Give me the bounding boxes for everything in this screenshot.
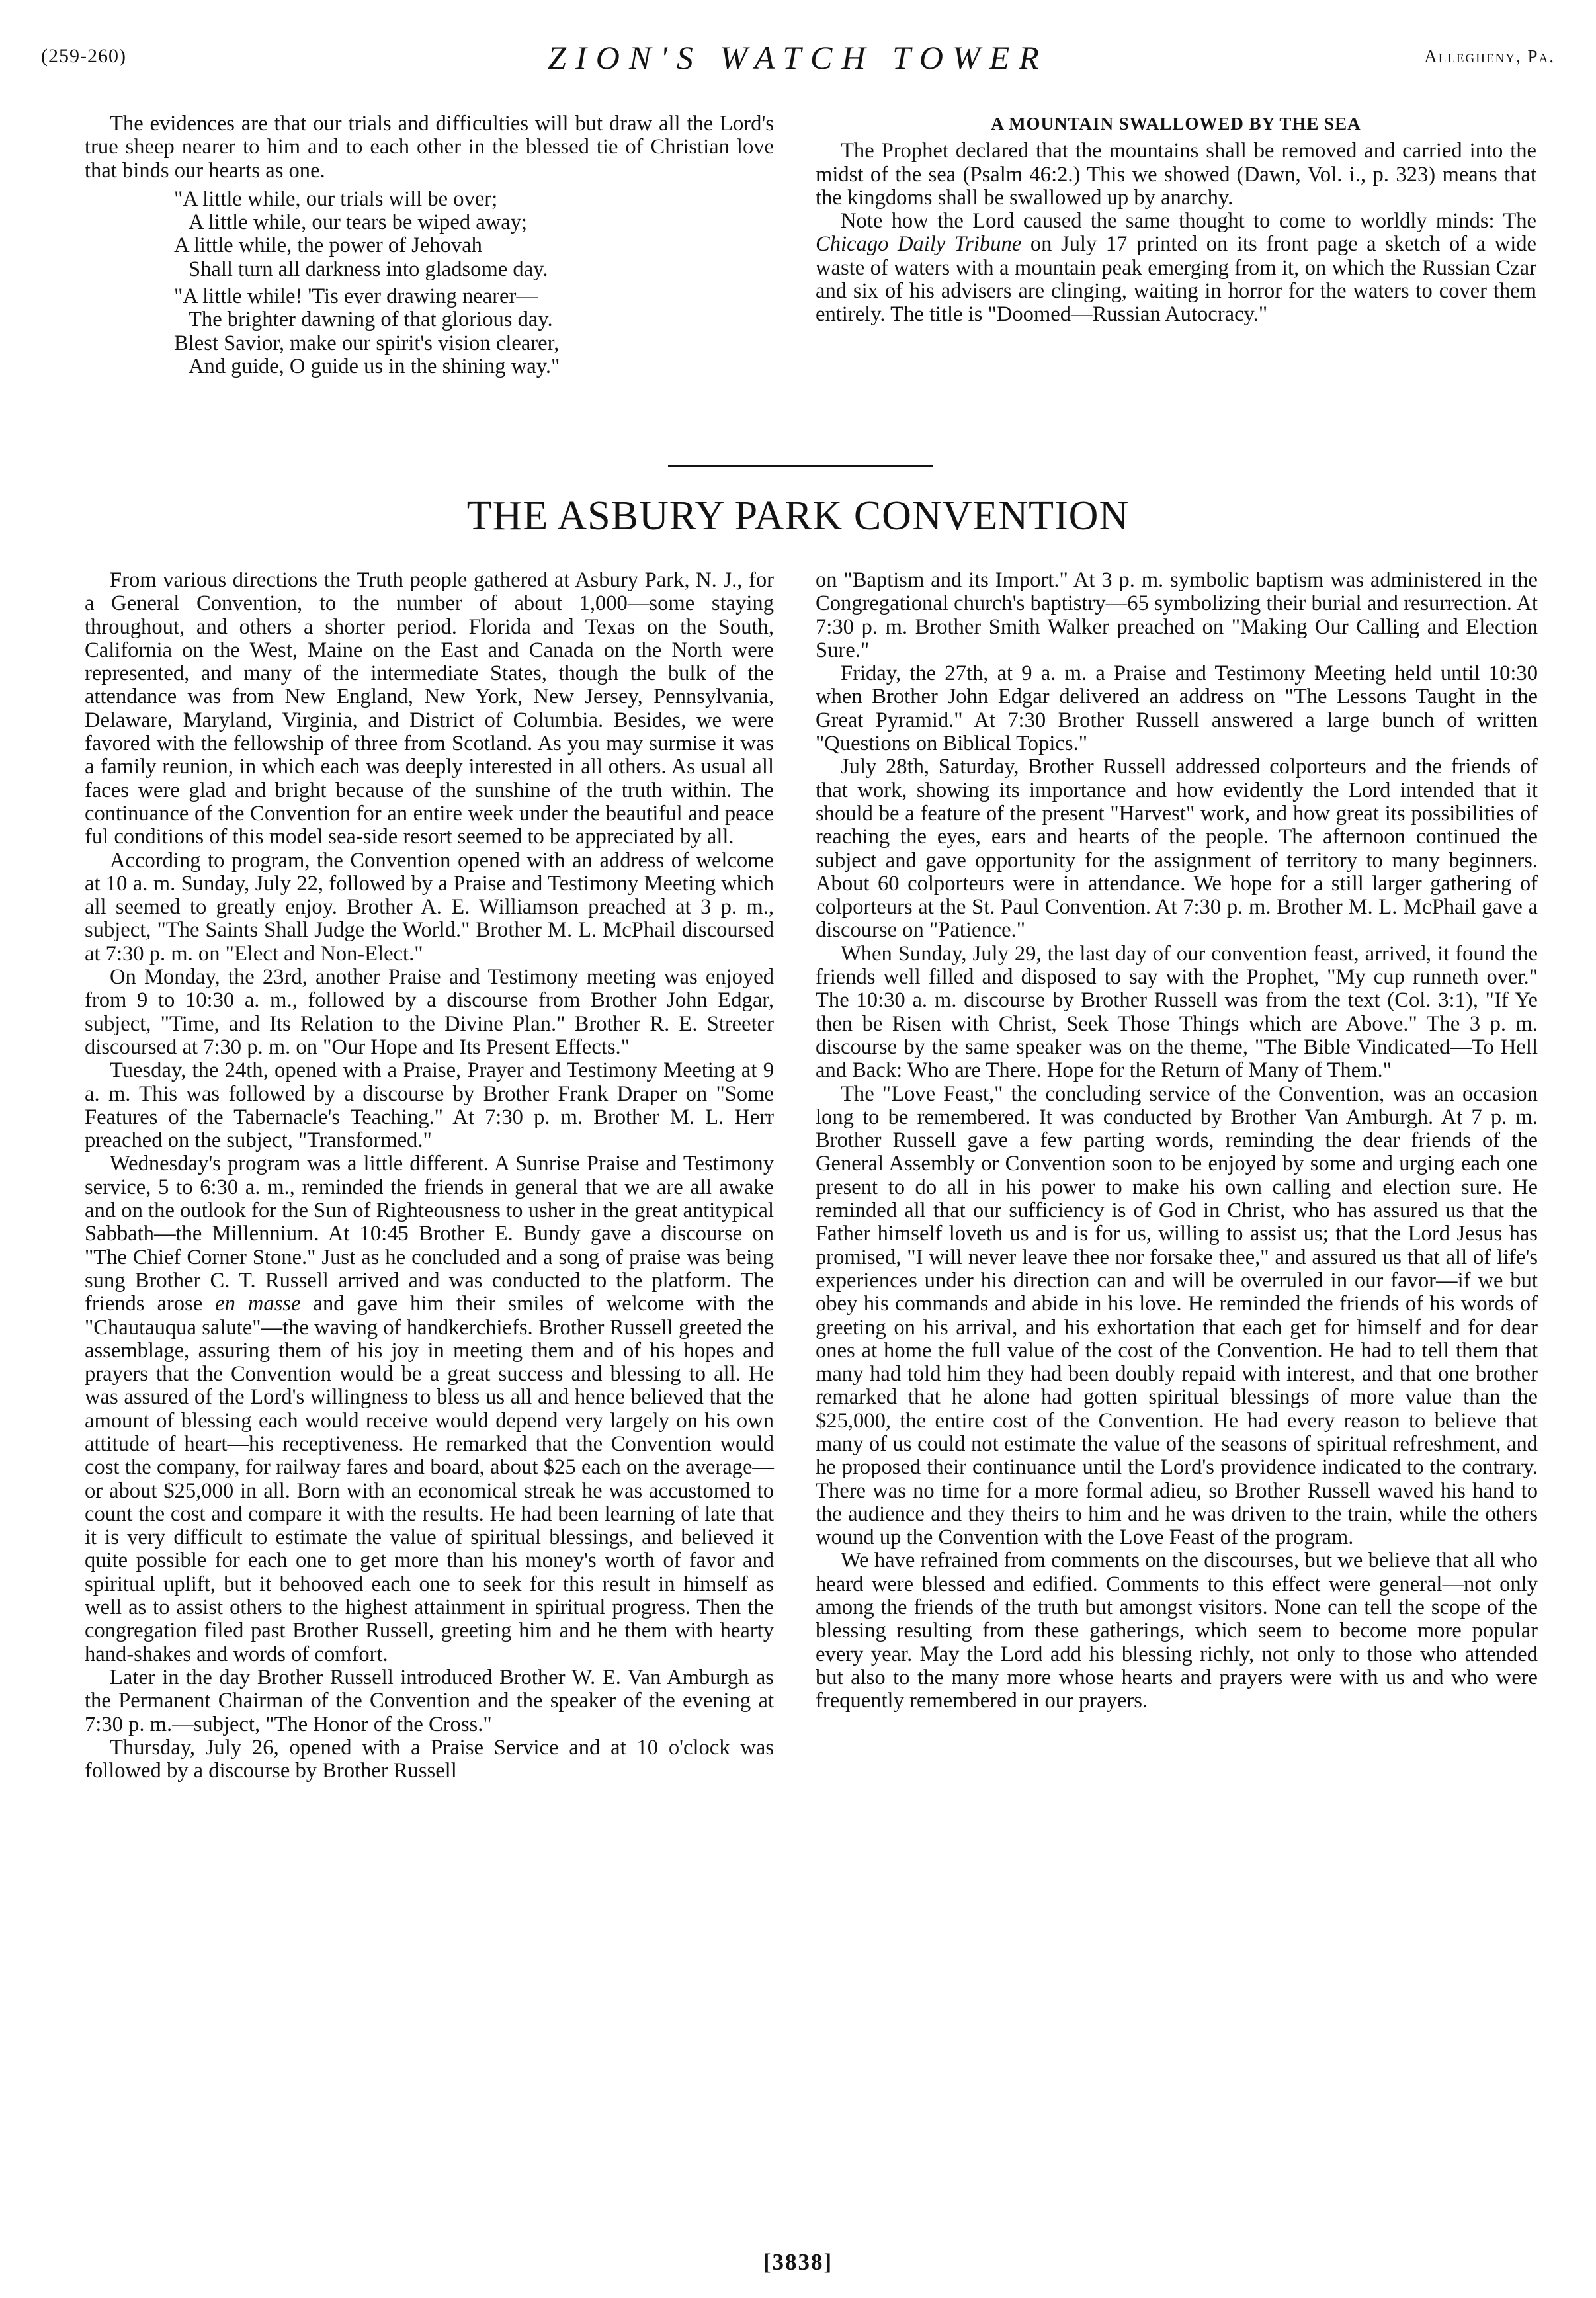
paragraph: We have refrained from comments on the discourses, but we believe that all who heard were blessed and edified. Comments to this effect were general—not only among the friends of the truth but amongst visitors. None can tell the scope of the blessing resulting from these gatherings, which seem to become more popular every year. May the Lord add his blessing richly, not only to those who attended but also to the many more whose hearts and prayers were with us and who were frequently remembered in our prayers. (816, 1549, 1538, 1713)
newspaper-name: Chicago Daily Tribune (816, 232, 1022, 257)
italic-phrase: en masse (215, 1292, 301, 1316)
paragraph: Thursday, July 26, opened with a Praise Service and at 10 o'clock was followed by a discourse by Brother Russell (85, 1735, 774, 1783)
divider-rule (668, 465, 933, 467)
poem-stanza-2 (174, 285, 774, 378)
section-heading: A MOUNTAIN SWALLOWED BY THE SEA (991, 114, 1361, 134)
top-left-column (85, 112, 774, 382)
intro-paragraph: The evidences are that our trials and difficulties will but draw all the Lord's true sheep nearer to him and to each other in the blessed tie of Christian love that binds our hearts as one. (85, 112, 774, 183)
header-location: Allegheny, Pa. (1424, 46, 1555, 66)
text-run: and gave him their smiles of welcome with the "Chautauqua salute"—the waving of handkerchiefs. Brother Russell greeted the assemblage, assuring them of his joy in meeting them and of his hopes and prayers that the Convention would be a great success and blessing to all. He was assured of the Lord's willingness to bless us all and hence believed that the amount of blessing each would receive would depend very largely on his own attitude of heart—his receptiveness. He remarked that the Convention would cost the company, for railway fares and board, about $25 each on the average—or about $25,000 in all. Born with an economical streak he was accustomed to count the cost and compare it with the results. He had been learning of late that it is very difficult to estimate the value of spiritual blessings, and believed it quite possible for each one to get more than his money's worth of favor and spiritual uplift, but it behooved each one to seek for this result in himself as well as to assist others to the highest attainment in spiritual progress. Then the congregation filed past Brother Russell, greeting him and he them with hearty hand-shakes and words of comfort. (85, 1292, 775, 1666)
paragraph: Friday, the 27th, at 9 a. m. a Praise and Testimony Meeting held until 10:30 when Brother John Edgar delivered an address on "The Lessons Taught in the Great Pyramid." At 7:30 Brother Russell answered a large bunch of written "Questions on Biblical Topics." (816, 661, 1538, 756)
poem-line: Shall turn all darkness into gladsome day. (189, 257, 548, 281)
header-publication-title: ZION'S WATCH TOWER (548, 39, 1048, 76)
paragraph: July 28th, Saturday, Brother Russell addressed colporteurs and the friends of that work, showing its importance and how evidently the Lord intended that it should be a feature of the present "Harvest" work, and how great its possibilities of reaching the eyes, ears and hearts of the people. The afternoon continued the subject and gave opportunity for the assignment of territory to many beginners. About 60 colporteurs were in attendance. We hope for a still larger gathering of colporteurs at the St. Paul Convention. At 7:30 p. m. Brother M. L. McPhail gave a discourse on "Patience." (816, 755, 1538, 943)
article-right-column (816, 569, 1538, 1713)
paragraph: From various directions the Truth people gathered at Asbury Park, N. J., for a General Convention, to the number of about 1,000—some staying throughout, and others a shorter period. Florida and Texas on the South, California on the West, Maine on the East and Canada on the North were represented, and many of the intermediate States, though the bulk of the attendance was from New England, New York, New Jersey, Pennsylvania, Delaware, Maryland, Virginia, and District of Columbia. Besides, we were favored with the fellowship of three from Scotland. As you may surmise it was a family reunion, in which each was deeply interested in all others. As usual all faces were glad and bright because of the sunshine of the truth within. The continuance of the Convention for an entire week under the beautiful and peace ful conditions of this model sea-side resort seemed to be appreciated by all. (85, 568, 774, 849)
poem-line: The brighter dawning of that glorious day. (189, 308, 553, 332)
top-right-column (816, 112, 1536, 327)
poem-line: "A little while! 'Tis ever drawing nearer— (174, 284, 538, 309)
paragraph (816, 210, 1536, 326)
paragraph: The "Love Feast," the concluding service of the Convention, was an occasion long to be remembered. It was conducted by Brother Van Amburgh. At 7 p. m. Brother Russell gave a few parting words, reminding the dear friends of the General Assembly or Convention soon to be enjoyed by some and urging each one present to do all in his power to make his own calling and election sure. He reminded all that our sufficiency is of God in Christ, who has assured us that the Father himself loveth us and is for us, willing to assist us; that the Lord Jesus has promised, "I will never leave thee nor forsake thee," and assured us that all of life's experiences under his direction can and will be overruled in our favor—if we but obey his commands and abide in his love. He reminded the friends of his words of greeting on his arrival, and his exhortation that each get for himself and for dear ones at home the full value of the cost of the Convention. He had to tell them that many had told him they had been doubly repaid with interest, and that one brother remarked that he alone had gotten spiritual blessings of more value than the $25,000, the entire cost of the Convention. He had every reason to believe that many of us could not estimate the value of the seasons of spiritual refreshment, and he proposed their continuance until the Lord's providence indicated to the contrary. There was no time for a more formal adieu, so Brother Russell waved his hand to the audience and they theirs to him and he was driven to the train, while the others wound up the Convention with the Love Feast of the program. (816, 1082, 1538, 1550)
poem-line: A little while, our tears be wiped away; (189, 210, 528, 235)
article-left-column (85, 569, 774, 1783)
poem-line: And guide, O guide us in the shining way." (189, 354, 560, 378)
text-run: Wednesday's program was a little different. A Sunrise Praise and Testimony service, 5 to 6:30 a. m., reminded the friends in general that we are all awake and on the outlook for the Sun of Righteousness to usher in the great antitypical Sabbath—the Millennium. At 10:45 Brother E. Bundy gave a discourse on "The Chief Corner Stone." Just as he concluded and a song of praise was being sung Brother C. T. Russell arrived and was conducted to the platform. The friends arose (85, 1152, 774, 1316)
text-run: Note how the Lord caused the same thought to come to worldly minds: The (841, 209, 1536, 234)
paragraph (85, 1152, 774, 1666)
poem-stanza-1 (174, 188, 774, 281)
article-title: THE ASBURY PARK CONVENTION (466, 493, 1130, 538)
poem-line: Blest Savior, make our spirit's vision clearer, (174, 331, 560, 355)
paragraph: on "Baptism and its Import." At 3 p. m. symbolic baptism was administered in the Congregational church's baptistry—65 symbolizing their burial and resurrection. At 7:30 p. m. Brother Smith Walker preached on "Making Our Calling and Election Sure." (816, 568, 1538, 662)
paragraph: When Sunday, July 29, the last day of our convention feast, arrived, it found the friends well filled and disposed to say with the Prophet, "My cup runneth over." The 10:30 a. m. discourse by Brother Russell was from the text (Col. 3:1), "If Ye then be Risen with Christ, Seek Those Things which are Above." The 3 p. m. discourse by the same speaker was on the theme, "The Bible Vindicated—To Hell and Back: Who are There. Hope for the Return of Many of Them." (816, 941, 1538, 1083)
paragraph: On Monday, the 23rd, another Praise and Testimony meeting was enjoyed from 9 to 10:30 a. m., followed by a discourse from Brother John Edgar, subject, "Time, and Its Relation to the Divine Plan." Brother R. E. Streeter discoursed at 7:30 p. m. on "Our Hope and Its Present Effects." (85, 965, 774, 1059)
poem-line: A little while, the power of Jehovah (174, 234, 482, 258)
paragraph: Later in the day Brother Russell introduced Brother W. E. Van Amburgh as the Permanent Chairman of the Convention and the speaker of the evening at 7:30 p. m.—subject, "The Honor of the Cross." (85, 1665, 774, 1736)
paragraph: According to program, the Convention opened with an address of welcome at 10 a. m. Sunday, July 22, followed by a Praise and Testimony Meeting which all seemed to greatly enjoy. Brother A. E. Williamson preached at 3 p. m., subject, "The Saints Shall Judge the World." Brother M. L. McPhail discoursed at 7:30 p. m. on "Elect and Non-Elect." (85, 848, 774, 966)
header-page-range: (259-260) (41, 45, 126, 67)
paragraph: The Prophet declared that the mountains shall be removed and carried into the midst of the sea (Psalm 46:2.) This we showed (Dawn, Vol. i., p. 323) means that the kingdoms shall be swallowed up by anarchy. (816, 139, 1536, 210)
poem (85, 188, 774, 378)
page-number: [3838] (763, 2249, 833, 2275)
poem-line: "A little while, our trials will be over; (174, 187, 498, 211)
text-run: on July 17 printed on its front page a sketch of a wide waste of waters with a mountain peak emerging from it, on which the Russian Czar and six of his advisers are clinging, waiting in horror for the waters to cover them entirely. The title is "Doomed—Russian Autocracy." (816, 232, 1536, 327)
paragraph: Tuesday, the 24th, opened with a Praise, Prayer and Testimony Meeting at 9 a. m. This was followed by a discourse by Brother Frank Draper on "Some Features of the Tabernacle's Teaching." At 7:30 p. m. Brother M. L. Herr preached on the subject, "Transformed." (85, 1058, 774, 1153)
